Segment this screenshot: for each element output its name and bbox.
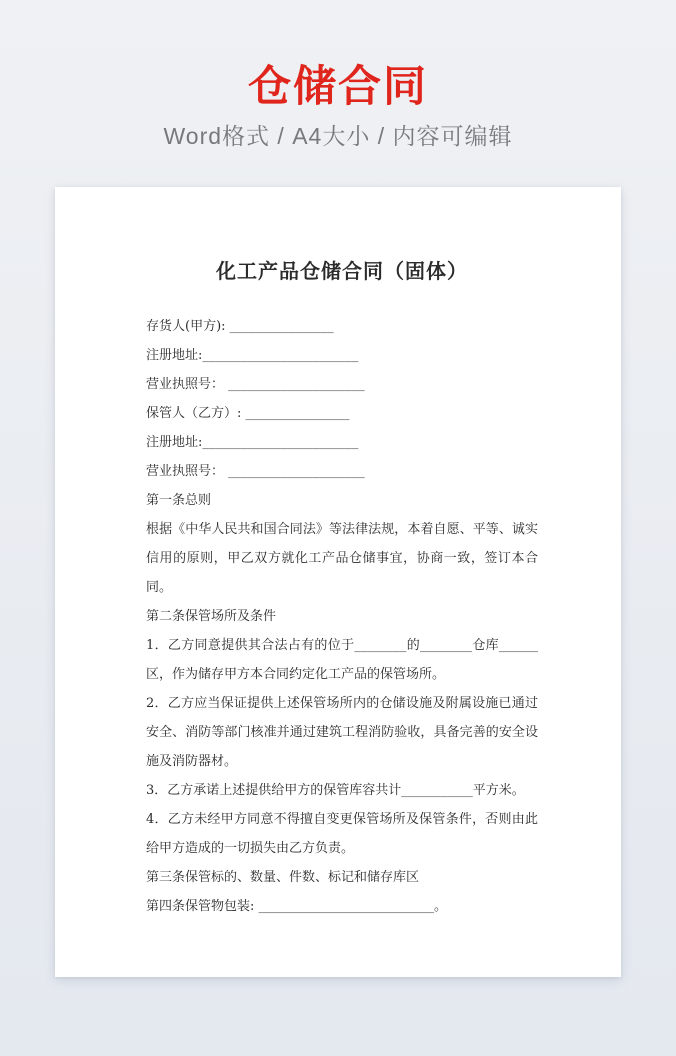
preview-header <box>0 0 676 149</box>
document-body-line: 1．乙方同意提供其合法占有的位于________的________仓库______区，作为储存甲方本合同约定化工产品的保管场所。 <box>146 638 538 682</box>
document-heading-line: 第三条保管标的、数量、件数、标记和储存库区 <box>146 870 420 885</box>
template-subtitle: Word格式 / A4大小 / 内容可编辑 <box>163 123 513 149</box>
document-body-line: 4．乙方未经甲方同意不得擅自变更保管场所及保管条件，否则由此给甲方造成的一切损失由乙方负责。 <box>146 812 538 856</box>
document-field-line: 营业执照号： _____________________ <box>146 377 365 392</box>
document-body-line: 根据《中华人民共和国合同法》等法律法规，本着自愿、平等、诚实信用的原则，甲乙双方就化工产品仓储事宜，协商一致，签订本合同。 <box>146 522 538 595</box>
document-field-line: 注册地址:________________________ <box>146 435 359 450</box>
document-field-line: 注册地址:________________________ <box>146 348 359 363</box>
document-field-line: 营业执照号： _____________________ <box>146 464 365 479</box>
document-field-line: 第四条保管物包装: ___________________________。 <box>146 899 448 914</box>
document-heading-line: 第一条总则 <box>146 493 212 508</box>
document-heading-line: 第二条保管场所及条件 <box>146 609 277 624</box>
document-body <box>146 312 538 921</box>
document-field-line: 保管人（乙方）: ________________ <box>146 406 350 421</box>
document-title: 化工产品仓储合同（固体） <box>216 259 468 283</box>
document-body-line: 2．乙方应当保证提供上述保管场所内的仓储设施及附属设施已通过安全、消防等部门核准并通过建筑工程消防验收，具备完善的安全设施及消防器材。 <box>146 696 538 769</box>
document-body-line: 3．乙方承诺上述提供给甲方的保管库容共计___________平方米。 <box>146 783 525 798</box>
document-content <box>55 187 621 921</box>
template-title: 仓储合同 <box>248 63 428 111</box>
document-page <box>55 187 621 977</box>
document-field-line: 存货人(甲方): ________________ <box>146 319 334 334</box>
